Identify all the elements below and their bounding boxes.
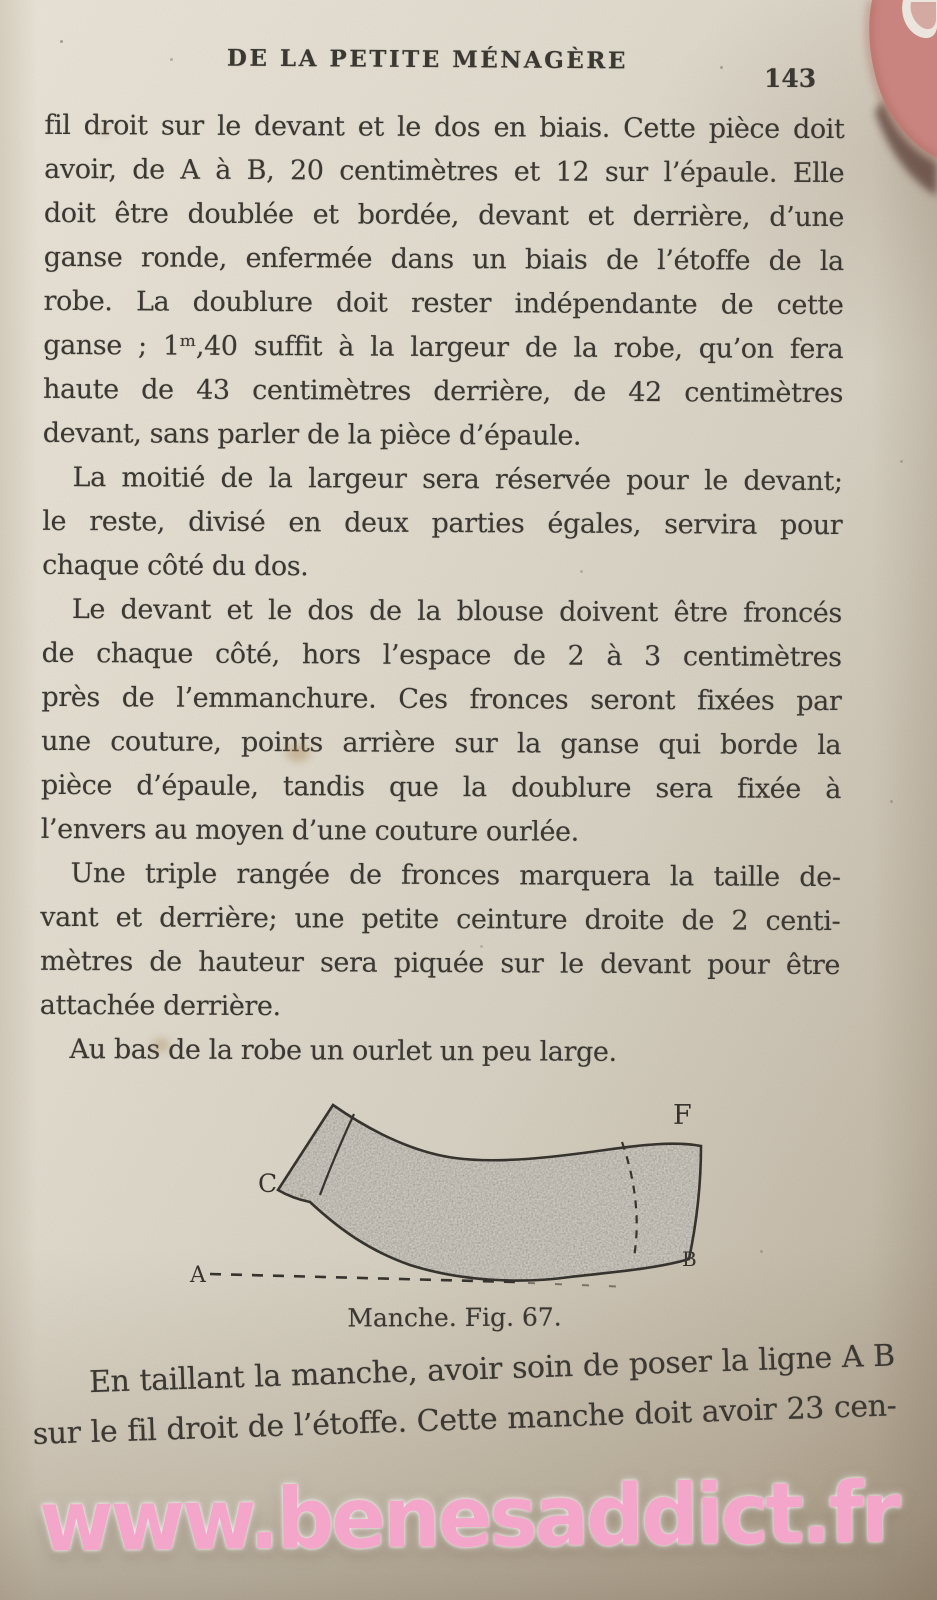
foxing-spot — [286, 744, 310, 762]
text-line: avoir, de A à B, 20 centimètres et 12 sur l’épaule. Elle — [44, 153, 845, 190]
figure-label-b: B — [682, 1247, 697, 1271]
text-line: Une triple rangée de fronces marquera la taille de- — [70, 858, 841, 894]
text-line: vant et derrière; une petite ceinture droite de 2 centi- — [40, 901, 841, 938]
text-line: mètres de hauteur sera piquée sur le devant pour être — [39, 945, 841, 982]
figure-label-f: F — [673, 1100, 692, 1131]
text-line: attachée derrière. — [39, 989, 281, 1023]
text-line: haute de 43 centimètres derrière, de 42 centimètres — [42, 373, 844, 410]
sleeve-pattern-figure — [170, 1088, 750, 1338]
text-line: ganse ; 1ᵐ,40 suffit à la largeur de la robe, qu’on fera — [43, 329, 844, 366]
body-text — [39, 104, 844, 1076]
foxing-spot — [100, 128, 110, 136]
text-line: une couture, points arrière sur la ganse qui borde la — [41, 725, 842, 762]
text-line: devant, sans parler de la pièce d’épaule. — [42, 417, 582, 452]
finger-overlay — [817, 0, 937, 270]
sleeve-shading — [170, 1088, 750, 1338]
text-line: ganse ronde, enfermée dans un biais de l’étoffe de la — [43, 241, 844, 278]
text-line: l’envers au moyen d’une couture ourlée. — [40, 813, 579, 848]
figure-label-a: A — [190, 1263, 206, 1288]
text-line: doit être doublée et bordée, devant et derrière, d’une — [43, 197, 845, 234]
foxing-spot — [152, 1038, 170, 1052]
text-line: de chaque côté, hors l’espace de 2 à 3 centimètres — [41, 637, 842, 674]
text-line: Le devant et le dos de la blouse doivent être froncés — [71, 594, 842, 630]
figure-label-c: C — [258, 1169, 278, 1198]
text-line: Au bas de la robe un ourlet un peu large. — [69, 1034, 617, 1068]
page-number: 143 — [764, 64, 817, 93]
text-line: chaque côté du dos. — [42, 549, 309, 583]
running-header: DE LA PETITE MÉNAGÈRE — [226, 44, 629, 75]
text-line: le reste, divisé en deux parties égales, servira pour — [42, 505, 843, 542]
grain-line-AB-faint — [528, 1283, 630, 1287]
text-line: En taillant la manche, avoir soin de poser la ligne A B — [88, 1338, 896, 1401]
closing-paragraph — [30, 1331, 897, 1460]
text-line: La moitié de la largeur sera réservée pour le devant; — [72, 462, 843, 498]
text-line: pièce d’épaule, tandis que la doublure sera fixée à — [40, 769, 842, 806]
figure-caption: Manche. Fig. 67. — [347, 1302, 562, 1333]
watermark: www.benesaddict.fr — [38, 1463, 899, 1571]
text-line: robe. La doublure doit rester indépendante de cette — [43, 285, 844, 322]
text-line: fil droit sur le devant et le dos en biais. Cette pièce doit — [44, 109, 845, 146]
text-line: sur le fil droit de l’étoffe. Cette manche doit avoir 23 cen- — [32, 1388, 897, 1452]
text-line: près de l’emmanchure. Ces fronces seront fixées par — [41, 681, 842, 718]
paper-specks — [60, 40, 63, 43]
